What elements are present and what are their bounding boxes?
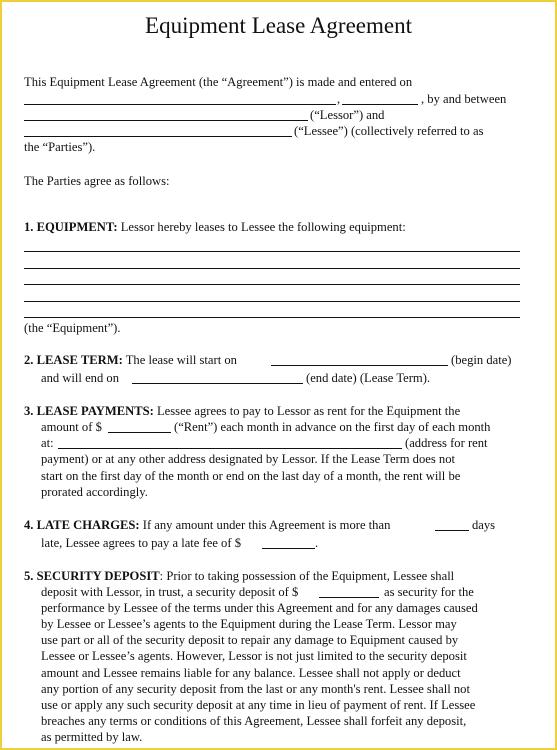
section-late-charges <box>24 517 390 533</box>
begin-date-blank <box>271 365 448 366</box>
late-charges-line-2: late, Lessee agrees to pay a late fee of $ <box>41 536 241 550</box>
deposit-amount-blank <box>319 597 379 598</box>
section-security-deposit <box>24 568 454 584</box>
security-deposit-line-2: deposit with Lessor, in trust, a security deposit of $ <box>41 585 299 599</box>
section-text: The lease will start on <box>125 353 237 367</box>
security-deposit-line-7: amount and Lessee remains liable for any balance. Lessee shall not apply or deduct <box>41 666 461 680</box>
lease-payments-line-5: start on the first day of the month or end on the last day of a month, the rent will be <box>41 469 461 483</box>
document-title: Equipment Lease Agreement <box>145 13 412 38</box>
equipment-blank-line <box>24 284 520 285</box>
end-date-label: (end date) (Lease Term). <box>306 371 431 385</box>
section-heading: SECURITY DEPOSIT <box>36 569 160 583</box>
equipment-blank-line <box>24 268 520 269</box>
section-number: 3. <box>24 404 34 418</box>
security-deposit-line-9: use or apply any such security deposit at any time in lieu of payment of rent. If Lessee <box>41 698 476 712</box>
section-equipment <box>24 219 406 235</box>
lease-payments-line-3: (address for rent <box>405 436 488 450</box>
late-days-label: days <box>472 518 496 532</box>
equipment-blank-line <box>24 251 520 252</box>
section-number: 4. <box>24 518 34 532</box>
security-deposit-line-10: breaches any terms or conditions of this Agreement, Lessee shall forfeit any deposit, <box>41 714 467 728</box>
equipment-blank-line <box>24 301 520 302</box>
equipment-closing: (the “Equipment”). <box>24 321 121 335</box>
security-deposit-line-4: by Lessee or Lessee’s agents to the Equipment during the Lease Term. Lessor may <box>41 617 457 631</box>
lease-payments-amount: amount of $ <box>41 420 102 434</box>
lessee-name-blank <box>24 136 292 137</box>
security-deposit-line-5: use part or all of the security deposit to repair any damage to Equipment caused by <box>41 633 459 647</box>
equipment-blank-line <box>24 317 520 318</box>
lessor-name-blank <box>24 120 308 121</box>
section-text: : Prior to taking possession of the Equipment, Lessee shall <box>159 569 455 583</box>
intro-by-and-between: , by and between <box>421 92 507 106</box>
intro-agree: The Parties agree as follows: <box>24 174 170 188</box>
date-blank <box>24 104 336 105</box>
security-deposit-line-6: Lessee or Lessee’s agents. However, Lessor is not just limited to the security deposit <box>41 649 467 663</box>
section-lease-term <box>24 352 237 368</box>
section-lease-payments <box>24 403 460 419</box>
security-deposit-line-2-end: as security for the <box>384 585 474 599</box>
intro-lessee: (“Lessee”) (collectively referred to as <box>294 124 484 138</box>
late-charges-period: . <box>315 536 319 550</box>
security-deposit-line-11: as permitted by law. <box>41 730 143 744</box>
intro-lessor: (“Lessor”) and <box>310 108 385 122</box>
year-blank <box>342 104 418 105</box>
section-heading: LATE CHARGES: <box>36 518 140 532</box>
lease-payments-line-4: payment) or at any other address designated by Lessor. If the Lease Term does not <box>41 452 456 466</box>
end-date-blank <box>132 383 303 384</box>
rent-address-blank <box>58 448 402 449</box>
late-fee-blank <box>262 548 315 549</box>
intro-comma: , <box>337 92 341 106</box>
section-number: 2. <box>24 353 34 367</box>
intro-line-1: This Equipment Lease Agreement (the “Agreement”) is made and entered on <box>24 75 413 89</box>
section-heading: LEASE TERM: <box>36 353 123 367</box>
lease-term-line-2: and will end on <box>41 371 119 385</box>
section-heading: LEASE PAYMENTS: <box>36 404 154 418</box>
lease-payments-line-2: (“Rent”) each month in advance on the first day of each month <box>174 420 491 434</box>
section-number: 5. <box>24 569 34 583</box>
section-text: Lessee agrees to pay to Lessor as rent for the Equipment the <box>156 404 461 418</box>
rent-amount-blank <box>108 432 171 433</box>
section-text: If any amount under this Agreement is more than <box>142 518 391 532</box>
section-heading: EQUIPMENT: <box>36 220 118 234</box>
lease-payments-line-6: prorated accordingly. <box>41 485 148 499</box>
intro-parties: the “Parties”). <box>24 140 96 154</box>
lease-payments-at: at: <box>41 436 54 450</box>
security-deposit-line-8: any portion of any security deposit from the last or any month's rent. Lessee shall not <box>41 682 470 696</box>
begin-date-label: (begin date) <box>451 353 512 367</box>
section-text: Lessor hereby leases to Lessee the following equipment: <box>120 220 406 234</box>
late-days-blank <box>435 530 469 531</box>
section-number: 1. <box>24 220 34 234</box>
security-deposit-line-3: performance by Lessee of the terms under this Agreement and for any damages caused <box>41 601 478 615</box>
